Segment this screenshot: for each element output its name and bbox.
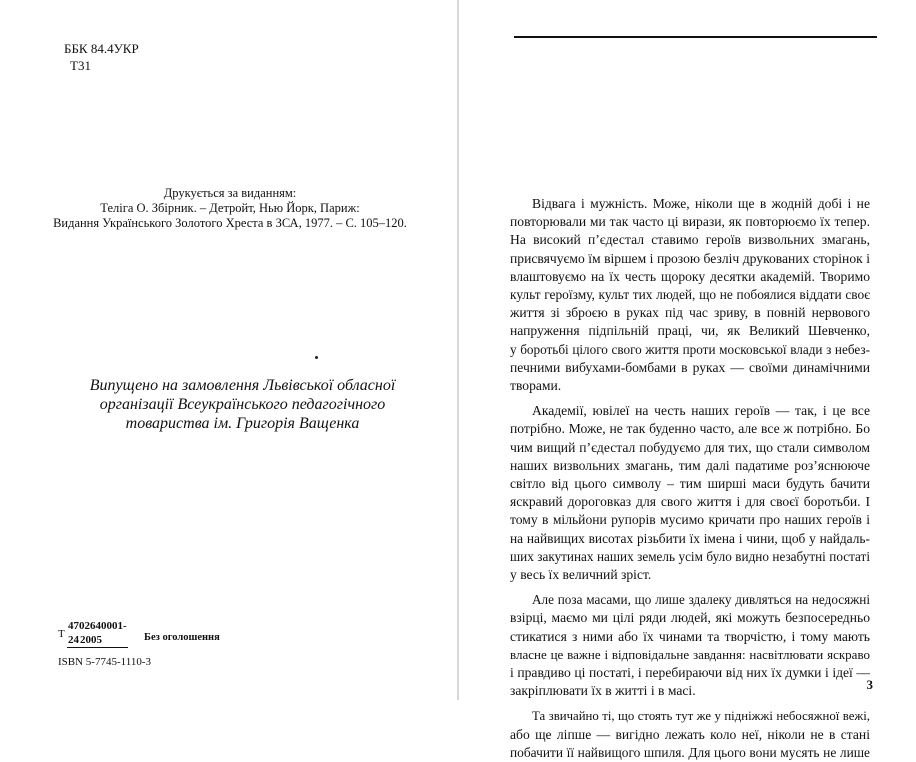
isbn: ISBN 5-7745-1110-3 (58, 656, 151, 668)
left-page (0, 0, 458, 700)
commission-note (50, 376, 435, 433)
no-ads-note: Без оголошення (144, 632, 220, 643)
commission-line-3: товариства ім. Григорія Ващенка (125, 415, 360, 432)
text-line: наших визвольних змагань, тим далі падатиме роз’яснююче (510, 457, 870, 473)
text-line: потрібно. Може, не так буденно часто, але все ж потрібно. Бо (510, 421, 870, 437)
header-rule (514, 36, 877, 38)
text-line: взірці, маємо ми цілі ряди людей, які можуть безпосередньо (510, 610, 870, 626)
text-line: у боротьбі цілого свого життя проти московської влади з небез- (510, 341, 870, 357)
paragraph-2 (510, 402, 870, 584)
text-line: чим вищий п’єдестал побудуємо для тих, що стали символом (510, 439, 870, 455)
text-line: життя зі зброєю в руках під час зриву, в повній нервового (510, 305, 870, 321)
bbk-classification (64, 40, 139, 74)
source-heading: Друкується за виданням: (163, 186, 297, 200)
code-letter: Т (58, 628, 65, 640)
page-number: 3 (866, 677, 873, 692)
text-line: присвячуємо їм віршем і прозою безліч друкованих сторінок і (510, 250, 870, 266)
text-line: закріплювати їх в житті і в масі. (510, 683, 696, 699)
source-line-2: Видання Українського Золотого Хреста в ЗСА, 1977. – С. 105–120. (53, 216, 407, 230)
text-line: На високий п’єдестал ставимо героїв визвольних змагань, (510, 232, 870, 248)
bbk-code: ББК 84.4УКР (64, 41, 139, 56)
text-line: стикатися з ними або їх чинами та творчістю, і тому мають (510, 628, 870, 644)
code-denominator: 2005 (80, 634, 102, 646)
text-line: побачити її найвищого шпиля. Для цього вони мусять не лише (510, 744, 870, 760)
text-line: або ще ліпше — вигідно лежать коло неї, ніколи не в стані (510, 726, 870, 742)
print-speck (315, 356, 318, 359)
text-line: тому в мільйони рупорів мусимо кричати про наших героїв і (510, 512, 870, 528)
text-line: повторювали ми так часто ці вирази, як повторюємо їх тепер. (510, 214, 870, 230)
code-numerator: 4702640001-24 (68, 620, 127, 646)
text-line: Та звичайно ті, що стоять тут же у підніжжі небосяжної вежі, (532, 709, 870, 724)
text-line: ших закутинах наших земель усім було видно незабутні постаті (510, 548, 870, 564)
paragraph-4 (510, 707, 870, 762)
paragraph-3 (510, 591, 870, 700)
essay-body (510, 195, 870, 762)
paragraph-1 (510, 195, 870, 395)
text-line: творами. (510, 378, 562, 394)
text-line: культ героїзму, культ тих людей, що не побоялися віддати своє (510, 287, 870, 303)
text-line: Але поза масами, що лише здалеку дивляться на недосяжні (532, 592, 870, 608)
text-line: напруження підпільній праці, чи, як Великий Шевченко, (510, 323, 870, 339)
text-line: власне це важне і відповідальне завдання: насвітлювати яскраво (510, 646, 870, 662)
text-line: у весь їх величний зріст. (510, 567, 652, 583)
source-line-1: Теліга О. Збірник. – Детройт, Нью Йорк, Париж: (100, 201, 360, 215)
author-mark: Т31 (70, 58, 91, 73)
text-line: світло від цього символу – тим ширші маси будуть бачити (510, 476, 870, 492)
text-line: на найвищих висотах різьбити їх імена і чини, щоб у найдаль- (510, 530, 870, 546)
text-line: і правдиво ці постаті, і перебираючи від них їх думки і ідеї — (510, 665, 870, 681)
text-line: яскравий дороговказ для свого життя і для своєї боротьби. І (510, 494, 870, 510)
right-page (458, 0, 916, 760)
commission-line-2: організації Всеукраїнського педагогічного (99, 396, 386, 413)
text-line: влаштовуємо на їх честь щороку десятки академій. Творимо (510, 268, 870, 284)
source-edition (40, 186, 420, 231)
text-line: Відвага і мужність. Може, ніколи ще в жодній добі і не (532, 196, 870, 211)
commission-line-1: Випущено на замовлення Львівської обласної (89, 377, 396, 394)
text-line: Академії, ювілеї на честь наших героїв — так, і це все (532, 403, 870, 419)
text-line: печними вибухами-бомбами в руках — своїми динамічними (510, 359, 870, 375)
